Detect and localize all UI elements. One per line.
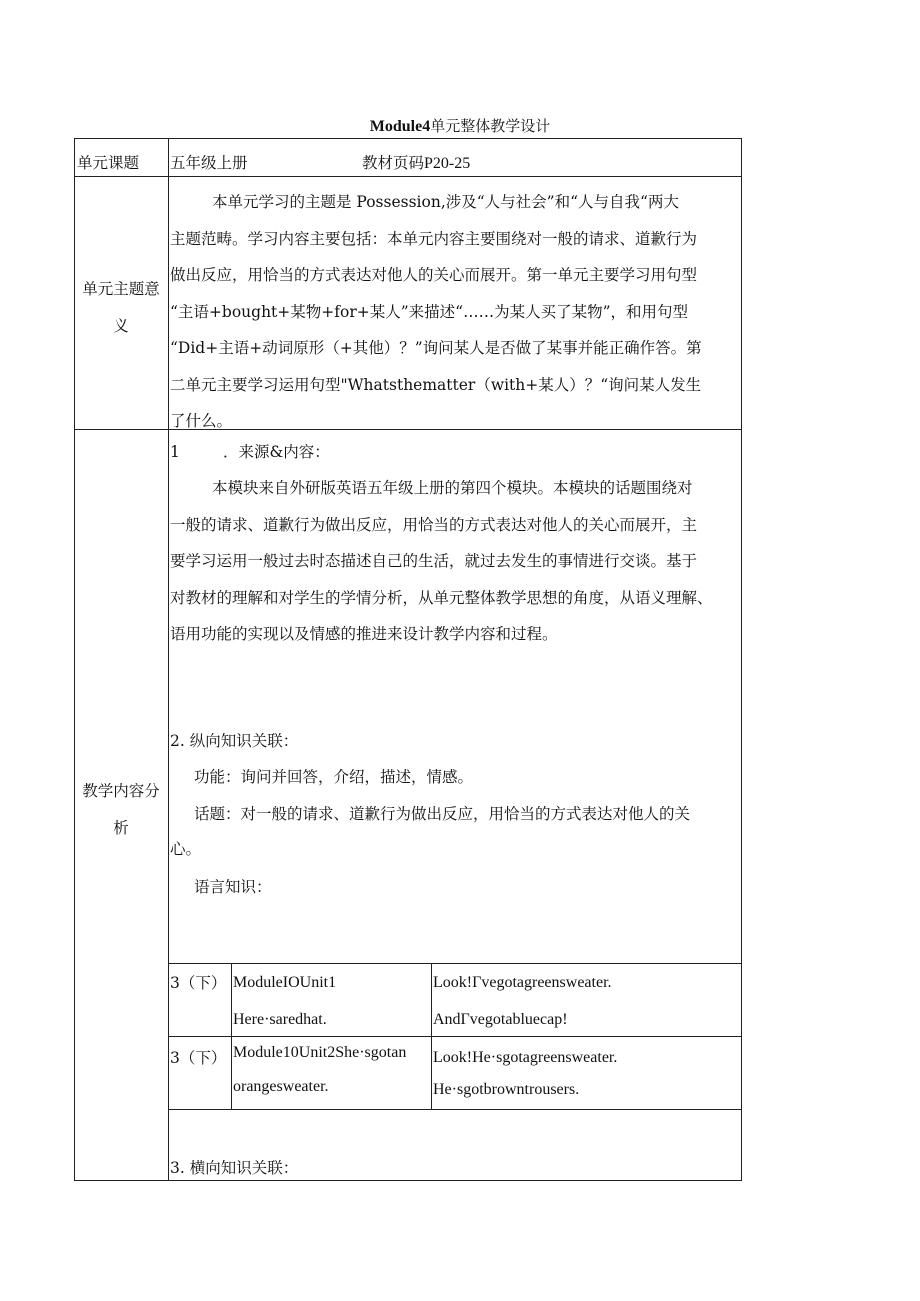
section2-topic-line2: 心。 <box>170 840 202 858</box>
label-unit-theme-line2: 义 <box>113 317 129 335</box>
row1-unit-line1: ModuleIOUnit1 <box>233 974 337 991</box>
unit-theme-paragraph <box>170 184 702 440</box>
table-border-right <box>741 138 742 1181</box>
pages-info <box>362 153 470 174</box>
theme-line: 主题范畴。学习内容主要包括：本单元内容主要围绕对一般的请求、道歉行为 <box>170 229 698 248</box>
section2-language: 语言知识： <box>194 878 272 896</box>
section1-line: 语用功能的实现以及情感的推进来设计教学内容和过程。 <box>170 625 558 643</box>
theme-line: 做出反应，用恰当的方式表达对他人的关心而展开。第一单元主要学习用句型 <box>170 266 698 284</box>
theme-line: 本单元学习的主题是 Possession,涉及“人与社会”和“人与自我“两大 <box>212 193 679 211</box>
label-content-analysis-line2: 析 <box>113 819 129 837</box>
row-divider-1 <box>74 176 742 177</box>
section1-line: 要学习运用一般过去时态描述自己的生活，就过去发生的事情进行交谈。基于 <box>170 552 698 570</box>
page-title <box>0 115 920 136</box>
inner-col-divider-1 <box>231 963 232 1110</box>
section1-line: 对教材的理解和对学生的学情分析，从单元整体教学思想的角度，从语义理解、 <box>170 588 713 607</box>
theme-line: 了什么。 <box>170 412 233 430</box>
row2-unit-line1: Module10Unit2She·sgotan <box>233 1044 407 1061</box>
section1-paragraph <box>170 470 713 653</box>
grade-value: 五年级上册 <box>170 154 248 172</box>
section3-title: 3. 横向知识关联： <box>170 1159 299 1177</box>
table-border-bottom <box>74 1180 742 1181</box>
section1-number: 1 <box>170 443 180 461</box>
section2-function: 功能：询问并回答，介绍，描述，情感。 <box>194 768 474 786</box>
title-text: 单元整体教学设计 <box>430 117 551 135</box>
pages-value: P20-25 <box>424 155 471 172</box>
inner-col-divider-2 <box>431 963 432 1110</box>
pages-label: 教材页码 <box>362 154 425 172</box>
label-unit-theme-line1: 单元主题意 <box>82 280 160 298</box>
label-content-analysis-line1: 教学内容分 <box>82 782 160 800</box>
row2-sentence-line1: Look!He·sgotagreensweater. <box>433 1049 618 1066</box>
row2-sentence-line2: He·sgotbrowntrousers. <box>433 1081 580 1098</box>
column-divider <box>168 138 169 1181</box>
table-border-top <box>74 138 742 139</box>
section1-title: ．来源&内容： <box>223 443 330 461</box>
row2-unit-line2: orangesweater. <box>233 1078 329 1095</box>
section1-line: 一般的请求、道歉行为做出反应，用恰当的方式表达对他人的关心而展开，主 <box>170 515 698 534</box>
inner-table-bottom <box>168 1109 742 1110</box>
section1-line: 本模块来自外研版英语五年级上册的第四个模块。本模块的话题围绕对 <box>212 479 693 497</box>
row1-sentence-line1: Look!Γvegotagreensweater. <box>433 974 612 991</box>
inner-table-top <box>168 963 742 964</box>
row1-sentence-line2: AndΓvegotabluecap! <box>433 1011 568 1028</box>
section2-title: 2. 纵向知识关联： <box>170 732 299 750</box>
label-unit-topic: 单元课题 <box>77 154 140 172</box>
inner-table-divider <box>168 1036 742 1037</box>
section2-topic-line1: 话题：对一般的请求、道歉行为做出反应，用恰当的方式表达对他人的关 <box>194 805 691 823</box>
theme-line: “主语+bought+某物+for+某人”来描述“……为某人买了某物”，和用句型 <box>170 302 688 321</box>
row2-book: 3（下） <box>170 1049 227 1067</box>
row1-book: 3（下） <box>170 974 227 992</box>
title-module: Module4 <box>369 118 431 135</box>
theme-line: “Did+主语+动词原形（+其他）？”询问某人是否做了某事并能正确作答。第 <box>170 339 702 357</box>
theme-line: 二单元主要学习运用句型"Whatsthematter（with+某人）？“询问某人发生 <box>170 375 702 394</box>
row1-unit-line2: Here·saredhat. <box>233 1011 327 1028</box>
